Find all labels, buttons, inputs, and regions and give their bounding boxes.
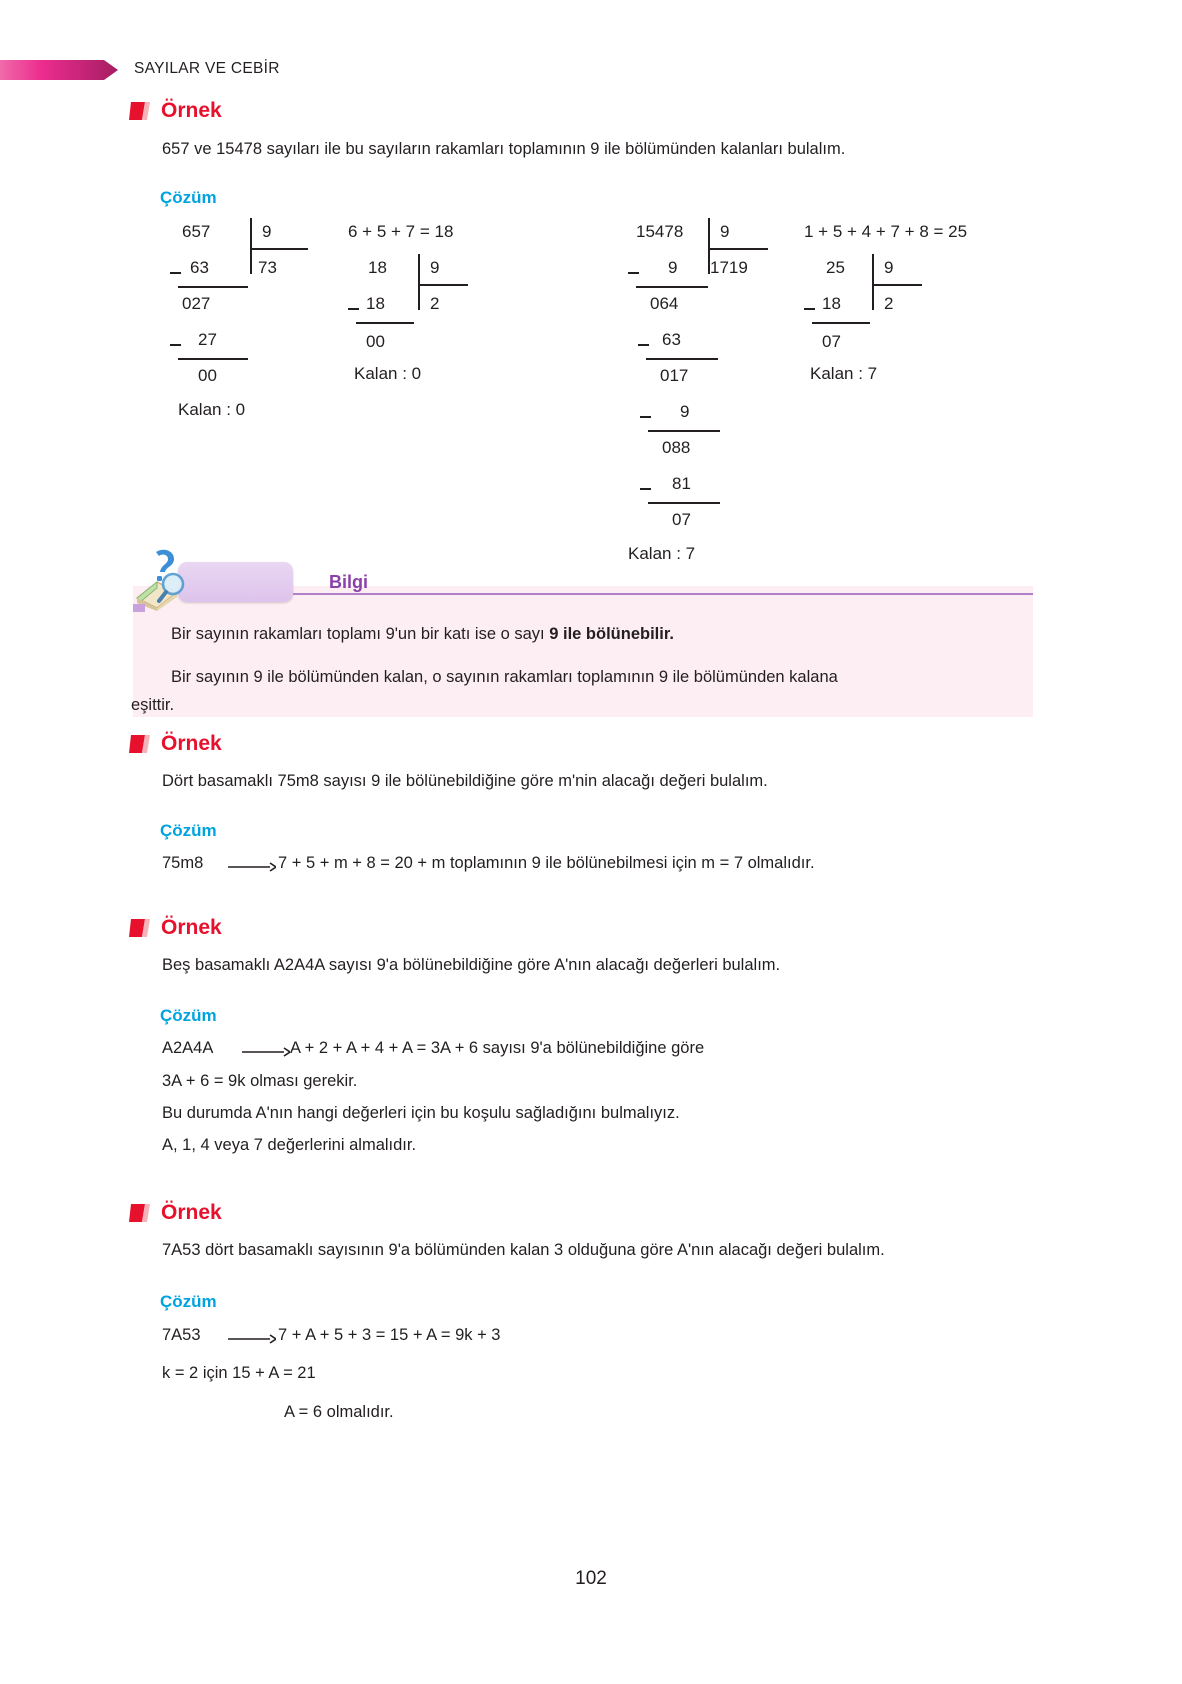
example-prompt-3: Beş basamaklı A2A4A sayısı 9'a bölünebildiğine göre A'nın alacağı değerleri bulalım. xyxy=(162,956,781,974)
bilgi-tab xyxy=(178,562,293,602)
step-rule-2 xyxy=(646,358,718,360)
division-vertical-rule xyxy=(418,254,420,310)
quotient: 2 xyxy=(884,294,894,313)
step-1: 18 xyxy=(822,294,841,313)
quotient: 2 xyxy=(430,294,440,313)
page-number: 102 xyxy=(575,1568,607,1589)
division-657-by-9 xyxy=(170,222,350,419)
book-magnifier-question-icon xyxy=(133,548,195,612)
step-7: 81 xyxy=(672,474,691,493)
division-top-rule xyxy=(420,284,468,286)
step-3: 63 xyxy=(662,330,681,349)
ornek-label-4: Örnek xyxy=(161,1201,222,1224)
division-top-rule xyxy=(252,248,308,250)
ornek-heading-1 xyxy=(128,98,222,124)
step-2: 07 xyxy=(822,332,841,351)
solution-4-line-2: k = 2 için 15 + A = 21 xyxy=(162,1364,316,1382)
division-15478-by-9 xyxy=(628,222,828,563)
arrow-right-icon xyxy=(228,861,276,873)
step-rule-3 xyxy=(648,430,720,432)
ornek-heading-3 xyxy=(128,915,222,941)
cozum-heading-1: Çözüm xyxy=(160,188,217,207)
step-1: 18 xyxy=(366,294,385,313)
step-rule-4 xyxy=(648,502,720,504)
step-2: 027 xyxy=(182,294,211,313)
solution-4-line-1-right: 7 + A + 5 + 3 = 15 + A = 9k + 3 xyxy=(278,1326,501,1344)
step-3: 27 xyxy=(198,330,217,349)
step-rule-1 xyxy=(178,286,248,288)
book-icon xyxy=(128,98,154,124)
dividend: 25 xyxy=(826,258,845,277)
bilgi-paragraph-3: eşittir. xyxy=(131,696,175,714)
solution-3-line-1-right: A + 2 + A + 4 + A = 3A + 6 sayısı 9'a bölünebildiğine göre xyxy=(290,1039,705,1057)
ornek-heading-4 xyxy=(128,1200,222,1226)
ornek-label-2: Örnek xyxy=(161,732,222,755)
digit-sum-657 xyxy=(348,222,548,382)
book-icon xyxy=(128,915,154,941)
divisor: 9 xyxy=(430,258,440,277)
remainder-label: Kalan : 7 xyxy=(628,544,696,563)
solution-4-line-1-left: 7A53 xyxy=(162,1326,201,1344)
step-1: 63 xyxy=(190,258,209,277)
example-prompt-2: Dört basamaklı 75m8 sayısı 9 ile bölünebildiğine göre m'nin alacağı değeri bulalım. xyxy=(162,772,768,790)
divisor: 9 xyxy=(884,258,894,277)
bilgi-paragraph-1 xyxy=(171,622,1021,647)
dividend: 15478 xyxy=(636,222,684,241)
example-prompt-1: 657 ve 15478 sayıları ile bu sayıların rakamları toplamının 9 ile bölümünden kalanları bulalım. xyxy=(162,140,846,158)
book-icon xyxy=(128,731,154,757)
bilgi-tab-label: Bilgi xyxy=(329,572,368,592)
solution-3-line-2: 3A + 6 = 9k olması gerekir. xyxy=(162,1072,358,1090)
header-title: SAYILAR VE CEBİR xyxy=(134,60,280,77)
minus-sign-3 xyxy=(640,416,651,418)
digit-sum-15478 xyxy=(804,222,1024,382)
minus-sign-1 xyxy=(628,272,639,274)
minus-sign xyxy=(170,272,181,274)
quotient: 73 xyxy=(258,258,277,277)
cozum-heading-3: Çözüm xyxy=(160,1006,217,1025)
step-4: 017 xyxy=(660,366,689,385)
arrow-right-icon xyxy=(228,1333,276,1345)
cozum-heading-4: Çözüm xyxy=(160,1292,217,1311)
book-icon xyxy=(128,1200,154,1226)
step-8: 07 xyxy=(672,510,691,529)
arrow-right-icon xyxy=(242,1046,290,1058)
step-1: 9 xyxy=(668,258,678,277)
solution-2-line-1-right: 7 + 5 + m + 8 = 20 + m toplamının 9 ile bölünebilmesi için m = 7 olmalıdır. xyxy=(278,854,815,872)
example-prompt-4: 7A53 dört basamaklı sayısının 9'a bölümünden kalan 3 olduğuna göre A'nın alacağı değeri bulalım. xyxy=(162,1241,885,1259)
minus-sign-4 xyxy=(640,488,651,490)
minus-sign xyxy=(804,308,815,310)
step-rule-1 xyxy=(636,286,708,288)
minus-sign-2 xyxy=(170,344,181,346)
remainder-label: Kalan : 0 xyxy=(354,364,422,383)
bilgi-paragraph-1-bold: 9 ile bölünebilir. xyxy=(549,625,674,643)
division-top-rule xyxy=(710,248,768,250)
step-4: 00 xyxy=(198,366,217,385)
dividend: 657 xyxy=(182,222,211,241)
minus-sign xyxy=(348,308,359,310)
dividend: 18 xyxy=(368,258,387,277)
bilgi-divider xyxy=(293,593,1033,595)
solution-2-line-1-left: 75m8 xyxy=(162,854,204,872)
step-rule-2 xyxy=(178,358,248,360)
step-rule-1 xyxy=(812,322,870,324)
solution-4-line-3: A = 6 olmalıdır. xyxy=(284,1403,394,1421)
divisor: 9 xyxy=(720,222,730,241)
ornek-label-3: Örnek xyxy=(161,916,222,939)
step-2: 064 xyxy=(650,294,679,313)
remainder-label: Kalan : 7 xyxy=(810,364,878,383)
solution-3-line-1-left: A2A4A xyxy=(162,1039,214,1057)
ornek-label-1: Örnek xyxy=(161,99,222,122)
header-band-arrow xyxy=(0,58,118,82)
step-6: 088 xyxy=(662,438,691,457)
step-rule-1 xyxy=(356,322,414,324)
solution-3-line-3: Bu durumda A'nın hangi değerleri için bu koşulu sağladığını bulmalıyız. xyxy=(162,1104,680,1122)
digit-sum-equation: 6 + 5 + 7 = 18 xyxy=(348,222,454,241)
step-5: 9 xyxy=(680,402,690,421)
division-top-rule xyxy=(874,284,922,286)
division-vertical-rule xyxy=(250,218,252,274)
divisor: 9 xyxy=(262,222,272,241)
bilgi-paragraph-1-prefix: Bir sayının rakamları toplamı 9'un bir katı ise o sayı xyxy=(171,625,550,643)
ornek-heading-2 xyxy=(128,731,222,757)
solution-3-line-4: A, 1, 4 veya 7 değerlerini almalıdır. xyxy=(162,1136,417,1154)
step-2: 00 xyxy=(366,332,385,351)
division-vertical-rule xyxy=(872,254,874,310)
digit-sum-equation: 1 + 5 + 4 + 7 + 8 = 25 xyxy=(804,222,968,241)
bilgi-paragraph-2: Bir sayının 9 ile bölümünden kalan, o sayının rakamları toplamının 9 ile bölümünden kalana xyxy=(171,668,838,686)
remainder-label: Kalan : 0 xyxy=(178,400,246,419)
minus-sign-2 xyxy=(638,344,649,346)
cozum-heading-2: Çözüm xyxy=(160,821,217,840)
quotient: 1719 xyxy=(710,258,748,277)
